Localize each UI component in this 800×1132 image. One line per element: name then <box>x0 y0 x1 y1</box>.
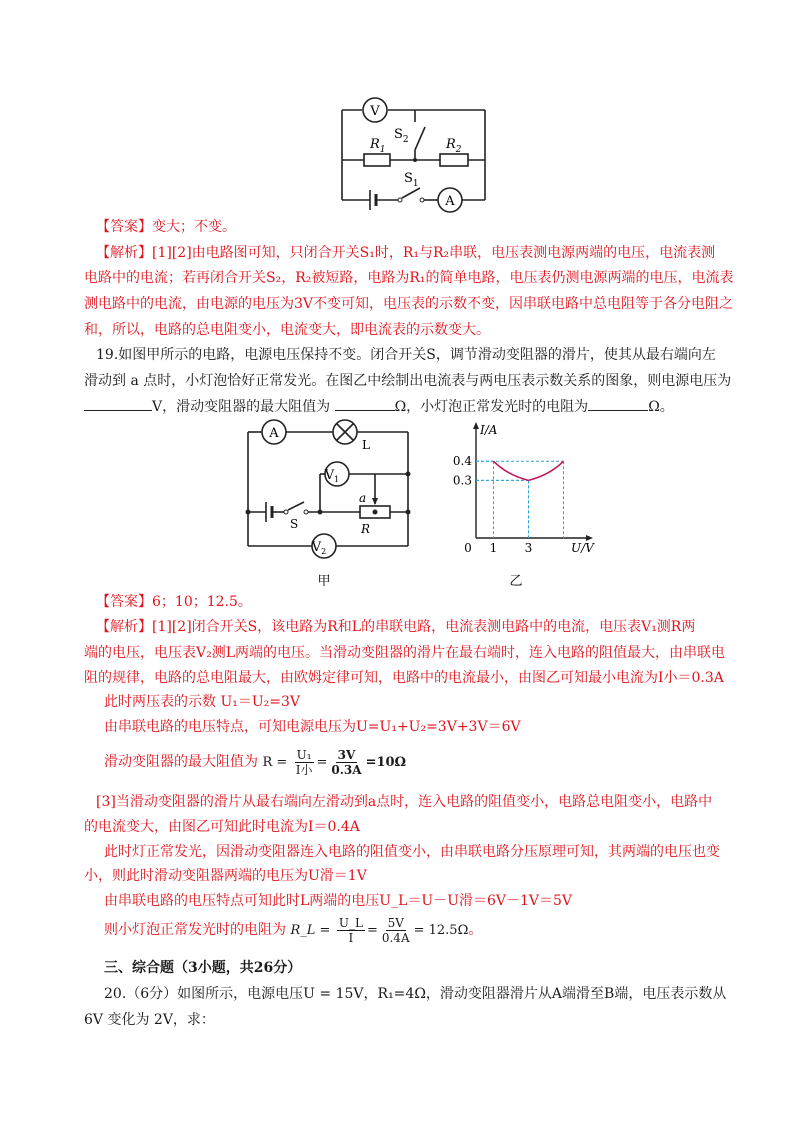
q20-line: 20.（6分）如图所示，电源电压U = 15V，R₁=4Ω，滑动变阻器滑片从A端滑至B端，电压表示数从 <box>104 986 727 1002</box>
point-a-label: a <box>359 491 367 505</box>
q18-analysis-line: 测电路中的电流，由电源的电压为3V不变可知，电压表的示数不变，因串联电路中总电阻等于各分电阻之 <box>84 296 734 312</box>
voltmeter-v2-label: $V_2$ <box>311 540 327 556</box>
fraction: $\frac{\text{U₁}}{\text{I小}}$ <box>295 747 313 777</box>
fraction: $\frac{U\_L}{I}$ <box>338 915 363 945</box>
analysis-tag: 【解析】 <box>96 619 152 635</box>
blank-2[interactable] <box>335 396 395 411</box>
r1-label: $R_1$ <box>370 137 386 155</box>
y-axis-arrow <box>473 422 479 429</box>
lamp-label: L <box>362 438 370 452</box>
answer-tag: 【答案】 <box>96 219 152 235</box>
y-tick-label: 0.4 <box>452 454 472 469</box>
q19-analysis-line: 阻的规律，电路的总电阻最大，由欧姆定律可知，电路中的电流最小，由图乙可知最小电流为I小＝0.3A <box>84 670 724 686</box>
q18-answer <box>96 217 236 237</box>
figure-caption-yi: 乙 <box>509 574 523 589</box>
q19-stem-line: 滑动到 a 点时，小灯泡恰好正常发光。在图乙中绘制出电流表与两电压表示数关系的图象，则电源电压为 <box>84 373 732 389</box>
blank-1[interactable] <box>84 396 152 411</box>
q18-analysis-line: 【解析】[1][2]由电路图可知，只闭合开关S₁时，R₁与R₂串联，电压表测电源两端的电压，电流表测 <box>96 245 716 261</box>
fraction: $\frac{3V}{0.3A}$ <box>331 747 362 777</box>
series-line <box>529 461 564 480</box>
answer-tag: 【答案】 <box>96 594 152 610</box>
x-tick-label: 3 <box>524 541 533 555</box>
section-title: 三、综合题（3小题，共26分） <box>104 960 302 976</box>
q19-analysis-line: 端的电压，电压表V₂测L两端的电压。当滑动变阻器的滑片在最右端时，连入电路的阻值最大，由串联电 <box>84 645 726 661</box>
figure-caption-jia: 甲 <box>317 574 331 589</box>
chart-yi <box>446 418 596 590</box>
rl-equation-line: 则小灯泡正常发光时的电阻为 R_L = $\frac{U\_L}{I}$ = $\frac{5V}{0.4A}$ = 12.5Ω。 <box>104 915 483 945</box>
rmax-eq-lhs: R = <box>262 755 288 770</box>
q19-analysis-line: 此时两压表的示数 U₁＝U₂=3V <box>104 694 301 710</box>
q19-stem-line: V，滑动变阻器的最大阻值为 Ω，小灯泡正常发光时的电阻为 Ω。 <box>84 396 674 417</box>
answer-text: 6；10；12.5。 <box>152 594 252 610</box>
r2-label: $R_2$ <box>446 137 462 155</box>
q18-analysis-line: 和，所以，电路的总电阻变小，电流变大，即电流表的示数变大。 <box>84 322 490 338</box>
circuit-figure-jia <box>238 418 418 590</box>
rl-result: = 12.5Ω <box>413 923 469 938</box>
voltmeter-v1-label: $V_1$ <box>324 468 340 484</box>
y-axis-label: I/A <box>480 423 498 437</box>
ammeter-label: A <box>269 426 279 441</box>
q19-analysis-line: 的电流变大，由图乙可知此时电流为I＝0.4A <box>84 819 360 835</box>
answer-text: 变大；不变。 <box>152 219 236 235</box>
switch-label: S <box>290 517 299 531</box>
x-axis-label: U/V <box>571 541 594 555</box>
q19-analysis-line: 【解析】[1][2]闭合开关S，该电路为R和L的串联电路，电流表测电路中的电流，电压表V₁测R两 <box>96 619 696 635</box>
q19-analysis-line: 小，则此时滑动变阻器两端的电压为U滑＝1V <box>84 868 367 884</box>
blank-3[interactable] <box>588 396 648 411</box>
q19-analysis-line: 由串联电路的电压特点可知此时L两端的电压U_L＝U－U滑＝6V－1V＝5V <box>104 893 573 909</box>
circuit-figure-q18 <box>330 92 500 222</box>
y-tick-label: 0.3 <box>452 473 472 488</box>
q19-answer <box>96 592 252 612</box>
q20-line: 6V 变化为 2V，求： <box>84 1012 215 1028</box>
s1-label: $S_1$ <box>404 171 419 189</box>
q18-analysis-line: 电路中的电流；若再闭合开关S₂，R₂被短路，电路为R₁的简单电路，电压表仍测电源两端的电压，电流表 <box>84 270 734 286</box>
q19-analysis-line: 此时灯正常发光，因滑动变阻器连入电路的阻值变小，由串联电路分压原理可知，其两端的电压也变 <box>104 844 720 860</box>
series-line <box>494 461 529 480</box>
q19-stem-line: 19.如图甲所示的电路，电源电压保持不变。闭合开关S，调节滑动变阻器的滑片，使其从最右端向左 <box>96 347 716 363</box>
q19-analysis-line: 由串联电路的电压特点，可知电源电压为U=U₁+U₂=3V+3V＝6V <box>104 719 521 735</box>
x-tick-label: 1 <box>489 541 498 555</box>
rheostat-label: R <box>361 522 371 536</box>
analysis-tag: 【解析】 <box>96 245 152 261</box>
voltmeter-label: V <box>370 104 380 119</box>
rmax-equation-line: 滑动变阻器的最大阻值为 R = $\frac{\text{U₁}}{\text{I小}}$ = $\frac{3V}{0.3A}$ =10Ω <box>104 747 407 777</box>
ammeter-label: A <box>445 194 455 209</box>
q19-analysis-line: [3]当滑动变阻器的滑片从最右端向左滑动到a点时，连入电路的阻值变小，电路总电阻变小，电路中 <box>96 794 713 810</box>
s2-label: $S_2$ <box>394 127 409 145</box>
x-tick-label: 0 <box>464 541 472 555</box>
fraction: $\frac{5V}{0.4A}$ <box>381 915 410 945</box>
rmax-result: =10Ω <box>365 755 407 770</box>
rl-eq-lhs: R_L = <box>290 923 331 938</box>
